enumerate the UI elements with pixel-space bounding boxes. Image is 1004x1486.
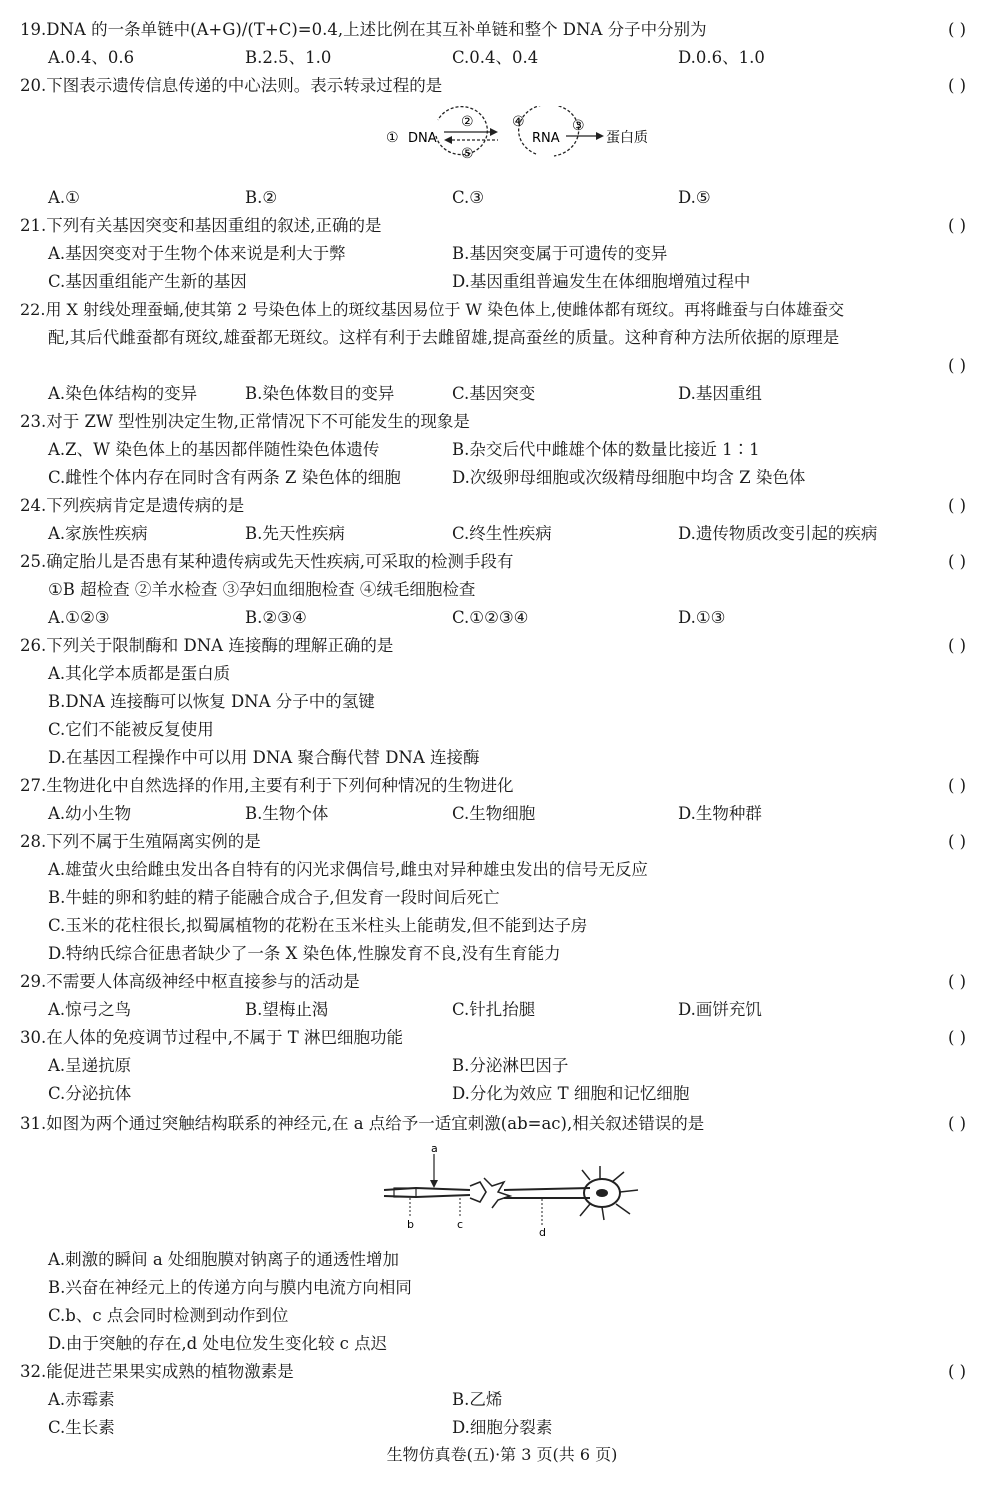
option-a: A.呈递抗原 <box>48 1056 132 1075</box>
question-31 <box>20 1110 980 1138</box>
option-b: B.兴奋在神经元上的传递方向与膜内电流方向相同 <box>48 1278 412 1297</box>
option-c: C.①②③④ <box>452 608 529 627</box>
label-dna: DNA <box>408 131 437 146</box>
question-stem-line-2: 配,其后代雌蚕都有斑纹,雄蚕都无斑纹。这样有利于去雌留雄,提高蚕丝的质量。这种育种方法所依据的原理是 <box>48 328 840 347</box>
option-a: A.基因突变对于生物个体来说是利大于弊 <box>48 244 346 263</box>
answer-paren: ( ) <box>948 1362 967 1381</box>
arrowhead <box>430 1180 438 1188</box>
option-a: A.①②③ <box>48 608 110 627</box>
option-a: A.家族性疾病 <box>48 524 148 543</box>
question-stem: 30.在人体的免疫调节过程中,不属于 T 淋巴细胞功能 <box>20 1028 403 1047</box>
question-23-options-ab <box>20 436 980 464</box>
question-23 <box>20 408 980 436</box>
question-27 <box>20 772 980 800</box>
question-19-options <box>20 44 980 72</box>
option-c: C.终生性疾病 <box>452 524 552 543</box>
label-b: b <box>407 1218 414 1231</box>
question-stem: 31.如图为两个通过突触结构联系的神经元,在 a 点给予一适宜刺激(ab=ac),相关叙述错误的是 <box>20 1114 705 1133</box>
question-stem: 19.DNA 的一条单链中(A+G)/(T+C)=0.4,上述比例在其互补单链和整个 DNA 分子中分别为 <box>20 20 707 39</box>
question-21 <box>20 212 980 240</box>
option-b: B.牛蛙的卵和豹蛙的精子能融合成合子,但发育一段时间后死亡 <box>48 888 500 907</box>
question-30-options-ab <box>20 1052 980 1080</box>
neuron-synapse-diagram <box>380 1142 645 1240</box>
answer-paren: ( ) <box>948 776 967 795</box>
option-a: A.其化学本质都是蛋白质 <box>48 664 231 683</box>
page-footer: 生物仿真卷(五)·第 3 页(共 6 页) <box>386 1445 618 1464</box>
option-a: A.染色体结构的变异 <box>48 384 198 403</box>
arrowhead <box>596 132 604 140</box>
option-d: D.在基因工程操作中可以用 DNA 聚合酶代替 DNA 连接酶 <box>48 748 480 767</box>
question-stem: 29.不需要人体高级神经中枢直接参与的活动是 <box>20 972 360 991</box>
question-24-options <box>20 520 980 548</box>
answer-paren: ( ) <box>948 1028 967 1047</box>
option-c: C.针扎抬腿 <box>452 1000 536 1019</box>
question-29-options <box>20 996 980 1024</box>
option-b: B.望梅止渴 <box>245 1000 329 1019</box>
central-dogma-diagram <box>378 106 668 166</box>
question-21-options-cd <box>20 268 980 296</box>
axon-2 <box>504 1188 590 1190</box>
label-a: a <box>431 1142 438 1155</box>
label-5: ⑤ <box>461 146 474 162</box>
question-25 <box>20 548 980 576</box>
option-c: C.生长素 <box>48 1418 115 1437</box>
option-c: C.雌性个体内存在同时含有两条 Z 染色体的细胞 <box>48 468 401 487</box>
arrowhead <box>490 128 498 136</box>
label-2: ② <box>461 114 474 130</box>
answer-paren: ( ) <box>948 1114 967 1133</box>
option-b: B.杂交后代中雌雄个体的数量比接近 1∶1 <box>452 440 760 459</box>
option-b: B.DNA 连接酶可以恢复 DNA 分子中的氢键 <box>48 692 375 711</box>
option-a: A.0.4、0.6 <box>48 48 135 67</box>
dendrites-2 <box>484 1178 510 1208</box>
option-a: A.幼小生物 <box>48 804 132 823</box>
synaptic-terminal <box>470 1182 486 1202</box>
answer-paren: ( ) <box>948 76 967 95</box>
option-d: D.生物种群 <box>678 804 762 823</box>
question-stem-line-1: 22.用 X 射线处理蚕蛹,使其第 2 号染色体上的斑纹基因易位于 W 染色体上,使雌体都有斑纹。再将雌蚕与白体雄蚕交 <box>20 300 845 319</box>
question-28 <box>20 828 980 856</box>
label-protein: 蛋白质 <box>606 130 648 146</box>
answer-paren: ( ) <box>948 636 967 655</box>
question-22-options <box>20 380 980 408</box>
option-b: B.先天性疾病 <box>245 524 345 543</box>
question-32 <box>20 1358 980 1386</box>
question-stem: 28.下列不属于生殖隔离实例的是 <box>20 832 261 851</box>
option-b: B.生物个体 <box>245 804 329 823</box>
option-c: C.玉米的花柱很长,拟蜀属植物的花粉在玉米柱头上能萌发,但不能到达子房 <box>48 916 588 935</box>
option-a: A.惊弓之鸟 <box>48 1000 132 1019</box>
question-stem: 20.下图表示遗传信息传递的中心法则。表示转录过程的是 <box>20 76 443 95</box>
question-22 <box>20 296 980 324</box>
option-b: B.乙烯 <box>452 1390 503 1409</box>
question-25-items <box>20 576 980 604</box>
question-stem: 21.下列有关基因突变和基因重组的叙述,正确的是 <box>20 216 382 235</box>
question-stem: 24.下列疾病肯定是遗传病的是 <box>20 496 245 515</box>
option-b: B.分泌淋巴因子 <box>452 1056 569 1075</box>
answer-paren: ( ) <box>948 552 967 571</box>
option-d: D.分化为效应 T 细胞和记忆细胞 <box>452 1084 690 1103</box>
option-d: D.基因重组 <box>678 384 762 403</box>
question-29 <box>20 968 980 996</box>
option-b: B.②③④ <box>245 608 307 627</box>
question-32-options-ab <box>20 1386 980 1414</box>
option-c: C.分泌抗体 <box>48 1084 132 1103</box>
question-stem: 32.能促进芒果果实成熟的植物激素是 <box>20 1362 294 1381</box>
option-d: D.细胞分裂素 <box>452 1418 553 1437</box>
question-22-line-2 <box>20 324 980 352</box>
arrowhead <box>444 136 452 144</box>
option-c: C.基因突变 <box>452 384 536 403</box>
nucleus <box>596 1189 608 1197</box>
test-methods-list: ①B 超检查 ②羊水检查 ③孕妇血细胞检查 ④绒毛细胞检查 <box>48 580 476 599</box>
question-30 <box>20 1024 980 1052</box>
question-26 <box>20 632 980 660</box>
label-1: ① <box>386 130 399 146</box>
question-23-options-cd <box>20 464 980 492</box>
label-c: c <box>457 1218 464 1231</box>
option-c: C.基因重组能产生新的基因 <box>48 272 247 291</box>
question-stem: 26.下列关于限制酶和 DNA 连接酶的理解正确的是 <box>20 636 394 655</box>
question-27-options <box>20 800 980 828</box>
option-c: C.生物细胞 <box>452 804 536 823</box>
question-20 <box>20 72 980 100</box>
label-3: ③ <box>572 118 585 134</box>
label-4: ④ <box>512 114 525 130</box>
answer-paren: ( ) <box>948 832 967 851</box>
option-a: A.雄萤火虫给雌虫发出各自特有的闪光求偶信号,雌虫对异种雄虫发出的信号无反应 <box>48 860 648 879</box>
option-a: A.赤霉素 <box>48 1390 115 1409</box>
option-d: D.画饼充饥 <box>678 1000 762 1019</box>
label-rna: RNA <box>532 131 560 146</box>
question-stem: 23.对于 ZW 型性别决定生物,正常情况下不可能发生的现象是 <box>20 412 470 431</box>
option-d: D.①③ <box>678 608 726 627</box>
option-b: B.② <box>245 188 278 207</box>
option-c: C.③ <box>452 188 485 207</box>
option-b: B.2.5、1.0 <box>245 48 332 67</box>
option-a: A.刺激的瞬间 a 处细胞膜对钠离子的通透性增加 <box>48 1250 399 1269</box>
question-30-options-cd <box>20 1080 980 1108</box>
question-32-options-cd <box>20 1414 980 1442</box>
question-stem: 27.生物进化中自然选择的作用,主要有利于下列何种情况的生物进化 <box>20 776 514 795</box>
option-d: D.⑤ <box>678 188 711 207</box>
option-c: C.b、c 点会同时检测到动作到位 <box>48 1306 289 1325</box>
option-d: D.遗传物质改变引起的疾病 <box>678 524 878 543</box>
option-a: A.Z、W 染色体上的基因都伴随性染色体遗传 <box>48 440 380 459</box>
option-c: C.0.4、0.4 <box>452 48 539 67</box>
question-19 <box>20 16 980 44</box>
question-20-options <box>20 184 980 212</box>
question-stem: 25.确定胎儿是否患有某种遗传病或先天性疾病,可采取的检测手段有 <box>20 552 514 571</box>
answer-paren: ( ) <box>948 496 967 515</box>
option-b: B.染色体数目的变异 <box>245 384 395 403</box>
option-d: D.特纳氏综合征患者缺少了一条 X 染色体,性腺发育不良,没有生育能力 <box>48 944 561 963</box>
answer-paren: ( ) <box>948 216 967 235</box>
question-24 <box>20 492 980 520</box>
dendrites-3 <box>580 1166 638 1220</box>
question-21-options-ab <box>20 240 980 268</box>
option-c: C.它们不能被反复使用 <box>48 720 214 739</box>
answer-paren: ( ) <box>948 20 967 39</box>
option-d: D.次级卵母细胞或次级精母细胞中均含 Z 染色体 <box>452 468 806 487</box>
option-b: B.基因突变属于可遗传的变异 <box>452 244 668 263</box>
option-d: D.基因重组普遍发生在体细胞增殖过程中 <box>452 272 751 291</box>
option-d: D.0.6、1.0 <box>678 48 765 67</box>
answer-paren: ( ) <box>948 972 967 991</box>
label-d: d <box>539 1226 546 1239</box>
option-d: D.由于突触的存在,d 处电位发生变化较 c 点迟 <box>48 1334 388 1353</box>
question-22-paren-line <box>20 352 980 380</box>
answer-paren: ( ) <box>948 356 967 375</box>
option-a: A.① <box>48 188 80 207</box>
question-25-options <box>20 604 980 632</box>
